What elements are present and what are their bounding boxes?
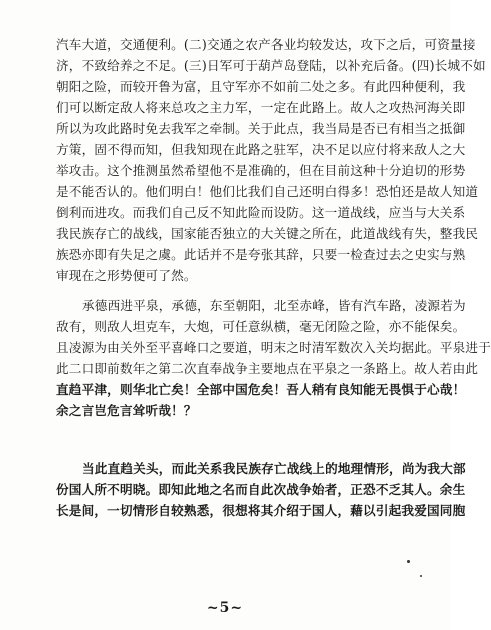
text-line: 倒利而进攻。而我们自己反不知此险而设防。这一道战线，应当与大关系 [56,205,466,220]
paragraph-3 [56,458,466,521]
text-line: 承德西进平泉，承德，东至朝阳，北至赤峰，皆有汽车路，凌源若为 [82,298,466,313]
text-line: 是不能否认的。他们明白！他们比我们自己还明白得多！恐怕还是故人知道 [56,184,479,199]
scan-speck [420,575,422,577]
text-line: 直趋平津，则华北亡矣！全部中国危矣！吾人稍有良知能无畏惧于心哉！ [56,382,466,397]
text-line: 所以为攻此路时免去我军之牵制。关于此点，我当局是否已有相当之抵御 [56,121,466,136]
text-line: 长是间，一切情形自较熟悉，很想将其介绍于国人，藉以引起我爱国同胞 [56,503,466,518]
text-line: 审现在之形势便可了然。 [56,268,197,283]
text-line: 朝阳之险，而较开鲁为富，且守军亦不如前二处之多。有此四种便利，我 [56,79,466,94]
text-line: 举攻击。这个推测虽然希望他不是准确的，但在目前这种十分迫切的形势 [56,163,466,178]
text-line: 方策，固不得而知，但我知现在此路之驻军，决不足以应付将来敌人之大 [56,142,466,157]
text-line: 此二口即前数年之第二次直奉战争主要地点在平泉之一条路上。故人若由此 [56,361,479,376]
text-line: 们可以断定敌人将来总攻之主力军，一定在此路上。故人之攻热河海关即 [56,100,466,115]
text-line: 且凌源为由关外至平喜峰口之要道，明末之时清军数次入关均据此。平泉进于 [56,340,491,355]
scan-speck [407,560,410,563]
paragraph-2 [56,295,491,421]
text-line: 族恐亦即有失足之虞。此话并不是夸张其辞，只要一检查过去之史实与熟 [56,247,466,262]
paragraph-1 [56,34,486,286]
text-line: 当此直趋关头，而此关系我民族存亡战线上的地理情形，尚为我大部 [82,461,466,476]
page-number: ~5~ [206,600,244,616]
text-line: 汽车大道，交通便利。(二)交通之农产各业均较发达，攻下之后，可资量接 [56,37,476,52]
text-line: 敌有，则敌人坦克车，大炮，可任意纵横，毫无闭险之险，亦不能保矣。 [56,319,466,334]
text-line: 份国人所不明晓。即知此地之名而自此次战争始者，正恐不乏其人。余生 [56,482,466,497]
text-line: 我民族存亡的战线，国家能否独立的大关键之所在，此道战线有失，整我民 [56,226,479,241]
text-line: 济，不致给养之不足。(三)日军可于葫芦岛登陆，以补充后备。(四)长城不如 [56,58,486,73]
text-line: 余之言岂危言耸听哉！？ [56,403,197,418]
